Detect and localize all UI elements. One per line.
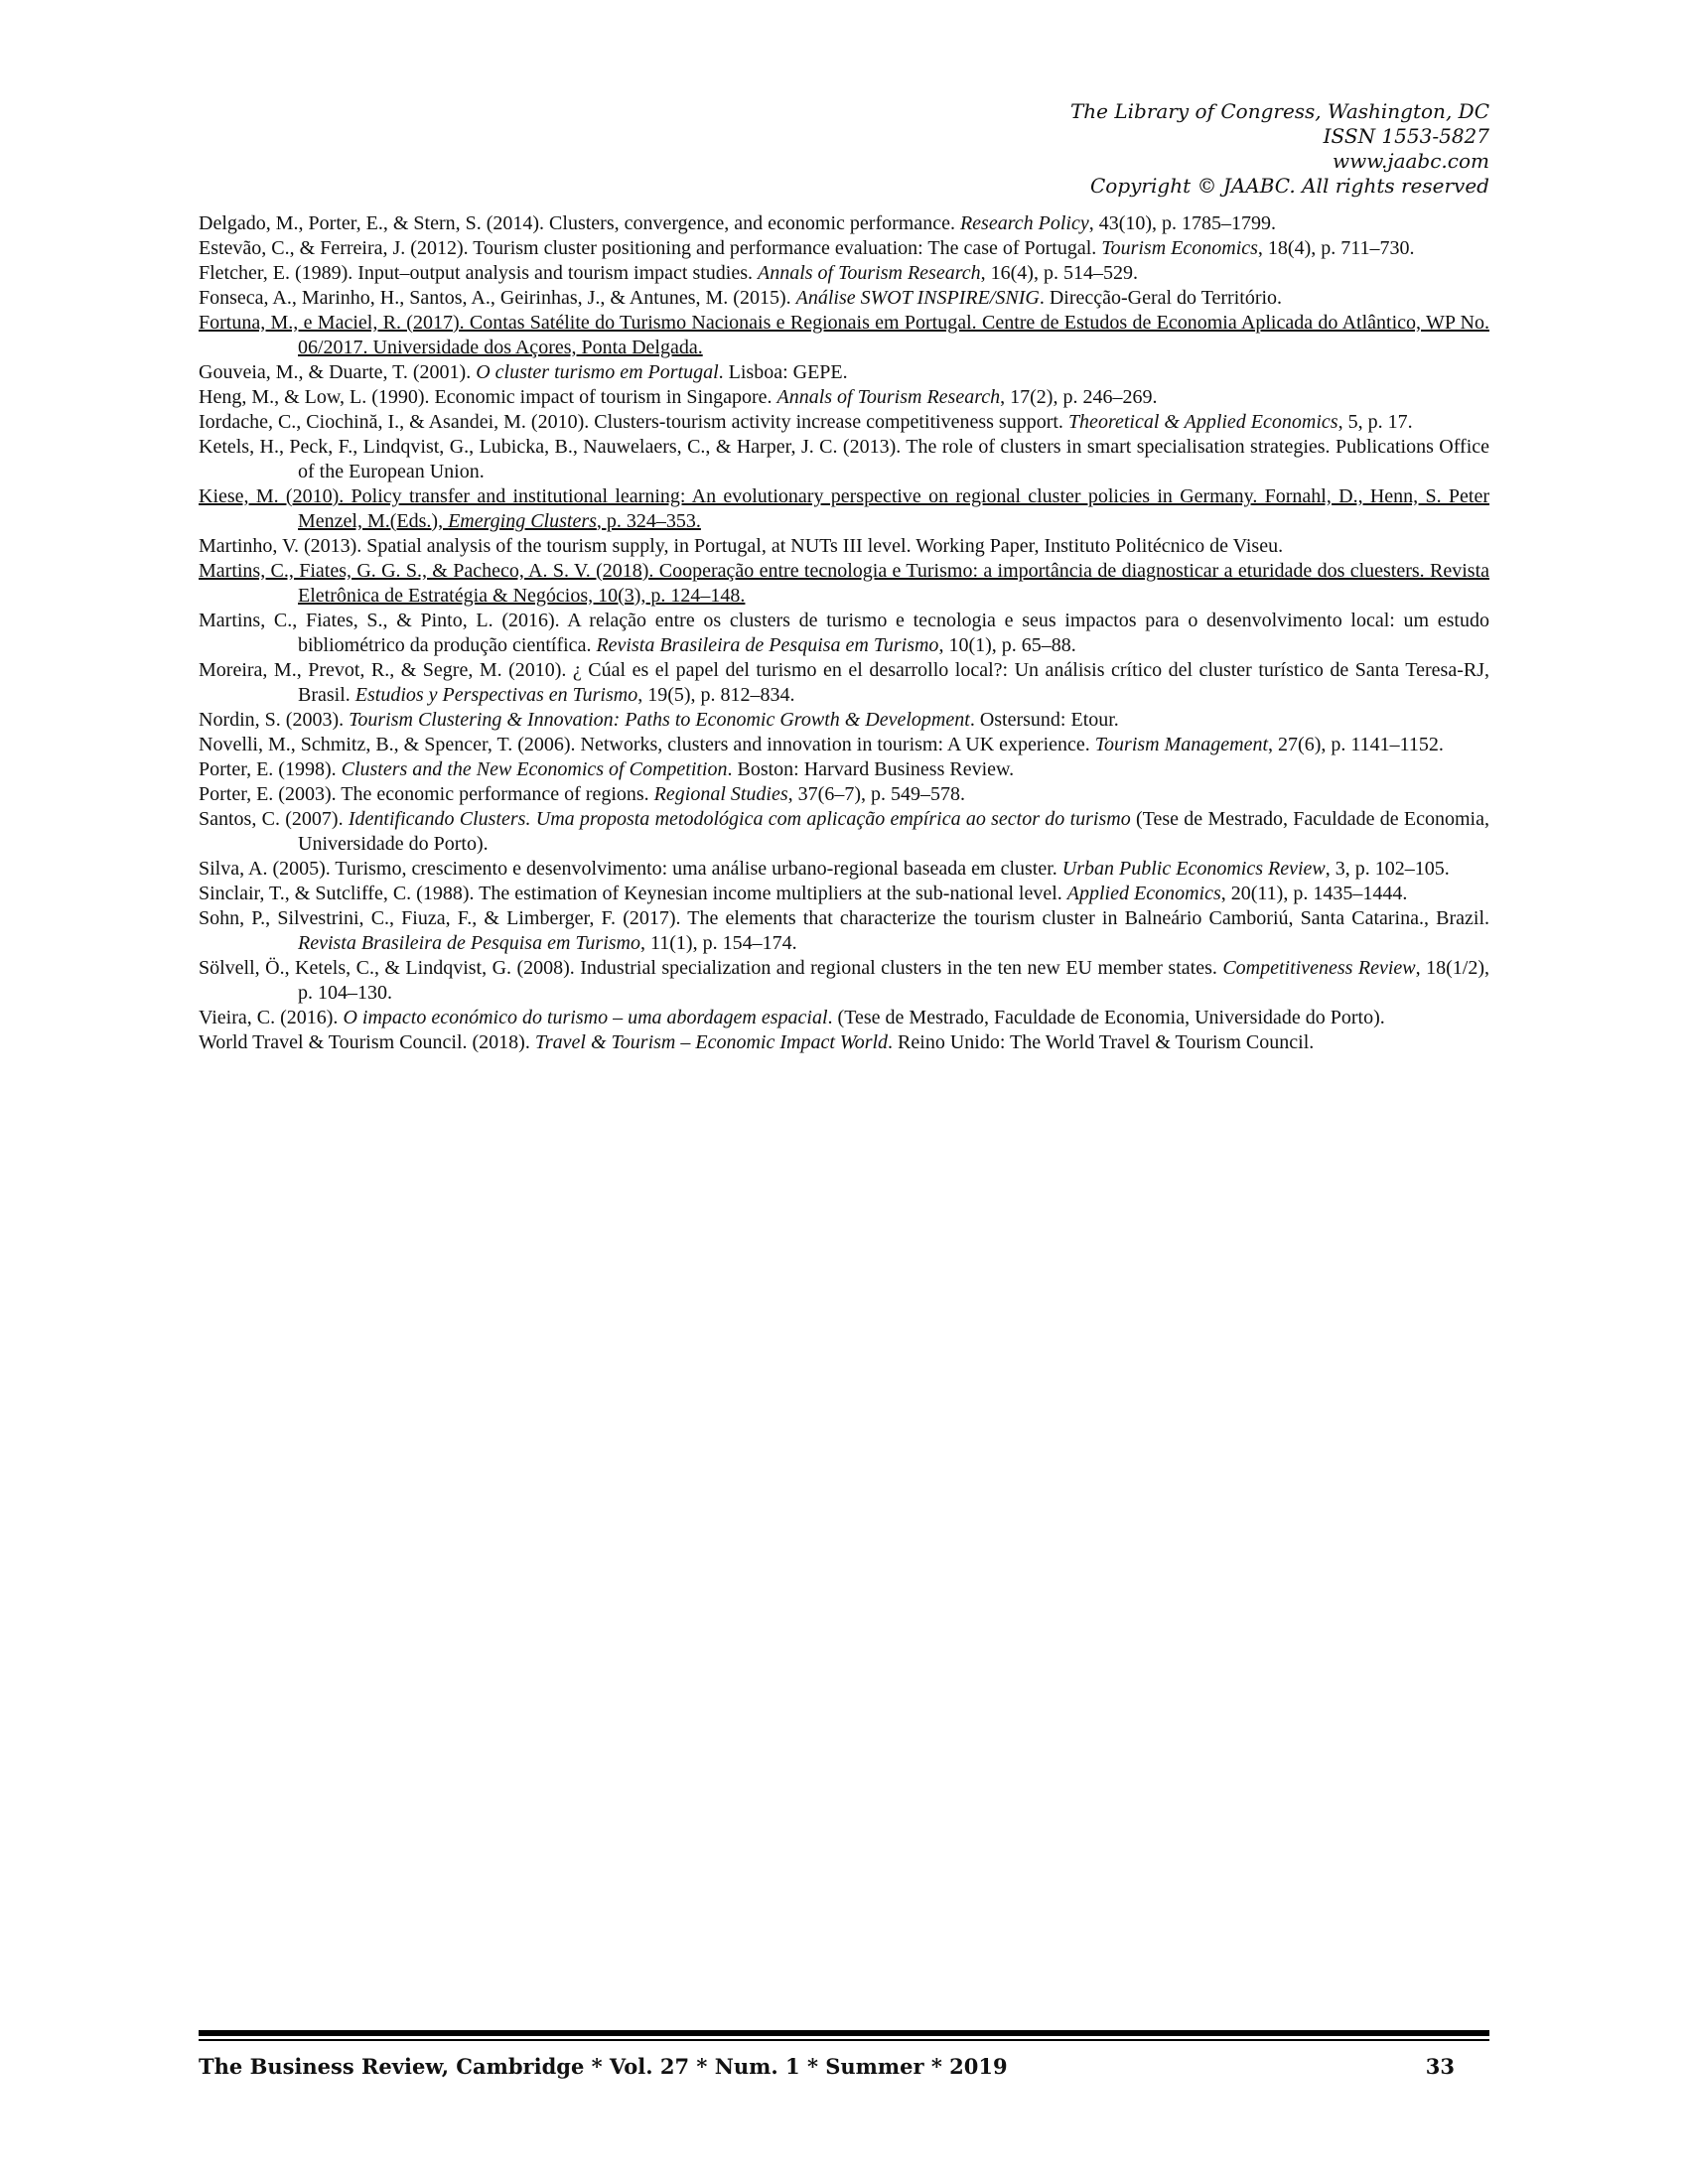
page-number: 33 <box>1425 2054 1455 2079</box>
reference-item: Santos, C. (2007). Identificando Clusters. Uma proposta metodológica com aplicação empírica ao sector do turismo (Tese de Mestrado, Faculdade de Economia, Universidade do Porto). <box>199 808 1489 855</box>
header-copyright: Copyright © JAABC. All rights reserved <box>1089 174 1489 198</box>
reference-item: Fletcher, E. (1989). Input–output analysis and tourism impact studies. Annals of Tourism Research, 16(4), p. 514–529. <box>199 262 1138 284</box>
header-issn: ISSN 1553-5827 <box>1323 124 1489 148</box>
reference-item: World Travel & Tourism Council. (2018). Travel & Tourism – Economic Impact World. Reino Unido: The World Travel & Tourism Council. <box>199 1031 1315 1053</box>
header-website: www.jaabc.com <box>1333 149 1489 173</box>
reference-item: Nordin, S. (2003). Tourism Clustering & Innovation: Paths to Economic Growth & Development. Ostersund: Etour. <box>199 709 1119 731</box>
reference-item: Novelli, M., Schmitz, B., & Spencer, T. (2006). Networks, clusters and innovation in tourism: A UK experience. Tourism Management, 27(6), p. 1141–1152. <box>199 734 1444 755</box>
reference-item: Fonseca, A., Marinho, H., Santos, A., Geirinhas, J., & Antunes, M. (2015). Análise SWOT INSPIRE/SNIG. Direcção-Geral do Território. <box>199 287 1283 309</box>
reference-item: Vieira, C. (2016). O impacto económico do turismo – uma abordagem espacial. (Tese de Mestrado, Faculdade de Economia, Universidade do Porto). <box>199 1007 1385 1028</box>
reference-item: Porter, E. (1998). Clusters and the New Economics of Competition. Boston: Harvard Business Review. <box>199 758 1015 780</box>
reference-item: Sinclair, T., & Sutcliffe, C. (1988). The estimation of Keynesian income multipliers at the sub-national level. Applied Economics, 20(11), p. 1435–1444. <box>199 883 1408 904</box>
reference-item: Moreira, M., Prevot, R., & Segre, M. (2010). ¿ Cúal es el papel del turismo en el desarrollo local?: Un análisis crítico del cluster turístico de Santa Teresa-RJ, Brasil. Estudios y Perspectivas en Turismo, 19(5), p. 812–834. <box>199 659 1489 706</box>
reference-item: Sohn, P., Silvestrini, C., Fiuza, F., & Limberger, F. (2017). The elements that characterize the tourism cluster in Balneário Camboriú, Santa Catarina., Brazil. Revista Brasileira de Pesquisa em Turismo, 11(1), p. 154–174. <box>199 907 1489 954</box>
footer-rule-thin <box>199 2039 1489 2041</box>
reference-item: Martinho, V. (2013). Spatial analysis of the tourism supply, in Portugal, at NUTs III level. Working Paper, Instituto Politécnico de Viseu. <box>199 535 1284 557</box>
reference-item: Delgado, M., Porter, E., & Stern, S. (2014). Clusters, convergence, and economic performance. Research Policy, 43(10), p. 1785–1799. <box>199 212 1277 234</box>
footer-rule-thick <box>199 2030 1489 2036</box>
header-library: The Library of Congress, Washington, DC <box>1069 99 1489 123</box>
reference-item: Heng, M., & Low, L. (1990). Economic impact of tourism in Singapore. Annals of Tourism Research, 17(2), p. 246–269. <box>199 386 1158 408</box>
reference-item: Estevão, C., & Ferreira, J. (2012). Tourism cluster positioning and performance evaluation: The case of Portugal. Tourism Economics, 18(4), p. 711–730. <box>199 237 1415 259</box>
reference-item: Sölvell, Ö., Ketels, C., & Lindqvist, G. (2008). Industrial specialization and regional clusters in the ten new EU member states. Competitiveness Review, 18(1/2), p. 104–130. <box>199 957 1489 1004</box>
reference-item: Martins, C., Fiates, S., & Pinto, L. (2016). A relação entre os clusters de turismo e tecnologia e seus impactos para o desenvolvimento local: um estudo bibliométrico da produção científica. Revista Brasileira de Pesquisa em Turismo, 10(1), p. 65–88. <box>199 610 1489 656</box>
reference-item-underlined: Kiese, M. (2010). Policy transfer and institutional learning: An evolutionary perspective on regional cluster policies in Germany. Fornahl, D., Henn, S. Peter Menzel, M.(Eds.), Emerging Clusters, p. 324–353. <box>199 485 1489 532</box>
page-header <box>1070 99 1489 199</box>
reference-item: Ketels, H., Peck, F., Lindqvist, G., Lubicka, B., Nauwelaers, C., & Harper, J. C. (2013). The role of clusters in smart specialisation strategies. Publications Office of the European Union. <box>199 436 1489 482</box>
reference-list <box>199 211 1489 1055</box>
reference-item: Gouveia, M., & Duarte, T. (2001). O cluster turismo em Portugal. Lisboa: GEPE. <box>199 361 848 383</box>
reference-item-underlined: Martins, C., Fiates, G. G. S., & Pacheco, A. S. V. (2018). Cooperação entre tecnologia e Turismo: a importância de diagnosticar a eturidade dos cluesters. Revista Eletrônica de Estratégia & Negócios, 10(3), p. 124–148. <box>199 560 1489 607</box>
reference-item: Iordache, C., Ciochină, I., & Asandei, M. (2010). Clusters-tourism activity increase competitiveness support. Theoretical & Applied Economics, 5, p. 17. <box>199 411 1413 433</box>
footer-journal-info: The Business Review, Cambridge * Vol. 27 * Num. 1 * Summer * 2019 <box>199 2054 1008 2079</box>
reference-item: Silva, A. (2005). Turismo, crescimento e desenvolvimento: uma análise urbano-regional baseada em cluster. Urban Public Economics Review, 3, p. 102–105. <box>199 858 1450 880</box>
reference-item: Porter, E. (2003). The economic performance of regions. Regional Studies, 37(6–7), p. 549–578. <box>199 783 965 805</box>
reference-item-underlined: Fortuna, M., e Maciel, R. (2017). Contas Satélite do Turismo Nacionais e Regionais em Portugal. Centre de Estudos de Economia Aplicada do Atlântico, WP No. 06/2017. Universidade dos Açores, Ponta Delgada. <box>199 312 1489 358</box>
